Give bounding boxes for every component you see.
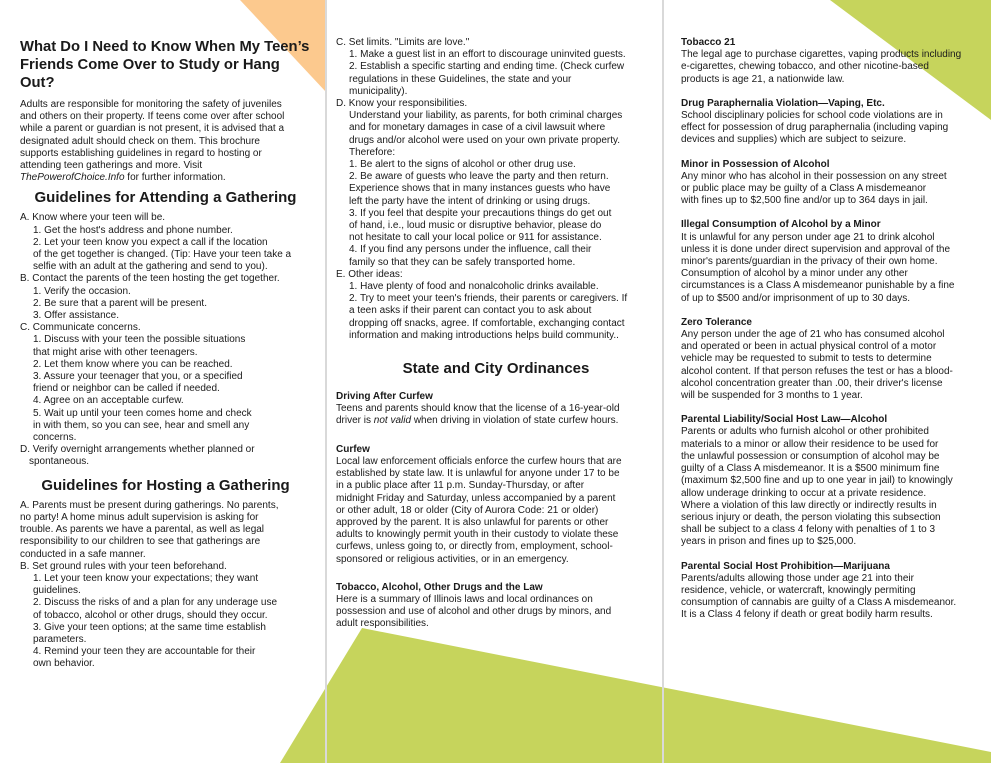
text-line: 1. Verify the occasion. (33, 285, 131, 297)
text-line: consumption of cannabis are guilty of a Class A misdemeanor. (681, 597, 957, 609)
law-section (681, 414, 983, 548)
text-line: products is age 21, a nationwide law. (681, 73, 845, 85)
hosting-guidelines-list (20, 500, 311, 671)
tobacco-law-heading: Tobacco, Alcohol, Other Drugs and the Law (336, 581, 543, 593)
text-line: B. Contact the parents of the teen hosting the get together. (20, 273, 280, 285)
driving-heading: Driving After Curfew (336, 391, 433, 403)
text-line: (maximum $2,500 fine and up to one year in jail) to knowingly (681, 475, 953, 487)
text-line: circumstances is a Class A misdemeanor punishable by a fine (681, 280, 955, 292)
text-line: 1. Discuss with your teen the possible situations (33, 334, 246, 346)
text-line: family so that they can be safely transported home. (349, 256, 576, 268)
text-line: vehicle may be requested to submit to tests to determine (681, 353, 932, 365)
text-line: curfews, unless going to, or directly from, employment, school- (336, 541, 613, 553)
text-line: shall be subject to a class 4 felony with penalties of 1 to 3 (681, 524, 936, 536)
text-line: minor's parents/guardian in the privacy of their own home. (681, 256, 938, 268)
text-line: years in prison and fines up to $25,000. (681, 536, 857, 548)
text-line: friend or neighbor can be called if needed. (33, 383, 220, 395)
law-section (681, 561, 983, 622)
panel-limits-and-ordinances (327, 0, 662, 642)
text-line: selfie with an adult at the gathering and send to you). (33, 261, 268, 273)
text-line: 1. Have plenty of food and nonalcoholic drinks available. (349, 281, 599, 293)
text-line: Adults are responsible for monitoring the safety of juveniles (20, 99, 282, 110)
text-line: C. Set limits. "Limits are love." (336, 37, 470, 48)
text-line: with fines up to $2,500 fine and/or up to 364 days in jail. (681, 195, 928, 207)
text-line: 1. Get the host's address and phone number. (33, 224, 233, 236)
text-line: Local law enforcement officials enforce the curfew hours that are (336, 455, 622, 467)
text-line: allow underage drinking to occur at a private residence. (681, 487, 927, 499)
text-line: It is unlawful for any person under age 21 to drink alcohol (681, 231, 935, 243)
text-line: 2. Try to meet your teen's friends, their parents or caregivers. If (349, 293, 628, 305)
text-line: C. Communicate concerns. (20, 322, 141, 334)
text-line: 3. Offer assistance. (33, 310, 119, 322)
website-name: ThePowerofChoice.Info (20, 172, 125, 184)
text-line: of tobacco, alcohol or other drugs, should they occur. (33, 609, 268, 621)
text-line: residence, vehicle, or watercraft, knowingly permiting (681, 584, 916, 596)
text-line: 2. Let them know where you can be reached. (33, 358, 233, 370)
text-line: School disciplinary policies for school code violations are in (681, 110, 943, 122)
text-line: conducted in a safe manner. (20, 548, 146, 560)
text-line: while a parent or guardian is not present, it is advised that a (20, 123, 285, 135)
text-line: Here is a summary of Illinois laws and local ordinances on (336, 593, 593, 605)
text-line: B. Set ground rules with your teen beforehand. (20, 560, 227, 572)
law-heading: Parental Social Host Prohibition—Marijuana (681, 560, 890, 572)
text-line: left the party have the intent of drinking or using drugs. (349, 195, 591, 207)
main-title: What Do I Need to Know When My Teen’s Friends Come Over to Study or Hang Out? (20, 39, 310, 91)
text-line: Understand your liability, as parents, for both criminal charges (349, 110, 623, 122)
text-line: A. Know where your teen will be. (20, 212, 166, 224)
hosting-title: Guidelines for Hosting a Gathering (41, 476, 290, 494)
driving-pre: driver is (336, 415, 374, 427)
text-line: Where a violation of this law directly or indirectly results in (681, 499, 937, 511)
text-line: 3. Give your teen options; at the same time establish (33, 621, 266, 633)
text-line: designated adult should check on them. This brochure (20, 135, 260, 147)
text-line: regulations in these Guidelines, the state and your (349, 73, 572, 85)
text-line: possession and use of alcohol and other drugs by minors, and (336, 606, 612, 618)
text-line: sponsored or religious activities, or in an emergency. (336, 553, 569, 565)
text-line: alcohol concentration greater than .00, their driver's license (681, 377, 943, 389)
law-heading: Tobacco 21 (681, 37, 736, 48)
text-line: in a public place after 11 p.m. Sunday-Thursday, or after (336, 480, 585, 492)
text-line: of hand, i.e., loud music or disruptive behavior, please do (349, 220, 602, 232)
text-line: trouble. As parents we have a parental, as well as legal (20, 524, 265, 536)
text-line: midnight Friday and Saturday, unless accompanied by a parent (336, 492, 616, 504)
text-line: D. Know your responsibilities. (336, 98, 468, 110)
text-line: spontaneous. (29, 456, 90, 468)
driving-emphasis: not valid (373, 415, 412, 427)
text-line: responsibility to our children to see that gatherings are (20, 536, 261, 548)
text-line: no party! A home minus adult supervision is asking for (20, 511, 259, 523)
law-heading: Drug Paraphernalia Violation—Vaping, Etc. (681, 97, 885, 109)
text-line: It is a Class 4 felony if death or great bodily harm results. (681, 609, 933, 621)
text-line: Parents or adults who furnish alcohol or other prohibited (681, 426, 929, 438)
text-line: A. Parents must be present during gatherings. No parents, (20, 499, 279, 511)
law-heading: Zero Tolerance (681, 316, 752, 328)
text-line: adults to knowingly permit youth in their custody to violate these (336, 529, 619, 541)
text-line: Consumption of alcohol by a minor under any other (681, 268, 908, 280)
text-line: in with them, so you can see, hear and smell any (33, 419, 250, 431)
text-line: 3. If you feel that despite your precautions things do get out (349, 207, 612, 219)
text-line: E. Other ideas: (336, 268, 403, 280)
text-line: that might arise with other teenagers. (33, 346, 198, 358)
text-line: guilty of a Class A misdemeanor. It is a $500 minimum fine (681, 463, 940, 475)
text-line: parameters. (33, 633, 87, 645)
text-line: and operated or been in actual physical control of a motor (681, 341, 937, 353)
text-line: 1. Make a guest list in an effort to discourage uninvited guests. (349, 49, 626, 61)
text-line: a teen asks if their parent can contact you to ask about (349, 305, 592, 317)
text-line: Any person under the age of 21 who has consumed alcohol (681, 329, 945, 341)
text-line: municipality). (349, 85, 408, 97)
text-line: drugs and/or alcohol were used on your own private property. (349, 134, 621, 146)
tobacco-law-section (336, 582, 656, 631)
text-line: 2. Be aware of guests who leave the party and then return. (349, 171, 609, 183)
text-line: 1. Be alert to the signs of alcohol or other drug use. (349, 159, 576, 171)
driving-post: when driving in violation of state curfew hours. (411, 415, 619, 427)
text-line: 4. Agree on an acceptable curfew. (33, 395, 184, 407)
law-heading: Minor in Possession of Alcohol (681, 158, 830, 170)
text-line: supports establishing guidelines in regard to hosting or (20, 147, 262, 159)
law-section (681, 159, 983, 208)
text-line: 3. Assure your teenager that you, or a specified (33, 371, 243, 383)
text-line: not hesitate to call your local police or 911 for assistance. (349, 232, 602, 244)
text-line: 4. Remind your teen they are accountable for their (33, 646, 256, 658)
panel-laws (665, 0, 991, 634)
text-line: and for monetary damages in case of a civil lawsuit where (349, 122, 606, 134)
text-line: adult responsibilities. (336, 618, 429, 630)
text-line: Any minor who has alcohol in their possession on any street (681, 170, 947, 182)
text-line: The legal age to purchase cigarettes, vaping products including (681, 49, 962, 61)
text-line: attending teen gatherings and more. Visit (20, 160, 203, 172)
law-section (681, 219, 983, 304)
text-line: 2. Let your teen know you expect a call if the location (33, 236, 268, 248)
text-line: the unlawful possession or consumption of alcohol may be (681, 450, 940, 462)
law-section (681, 317, 983, 402)
green-bottom-band-shape (280, 628, 991, 763)
text-line: 2. Discuss the risks of and a plan for any underage use (33, 597, 278, 609)
text-line: Experience shows that in many instances guests who have (349, 183, 611, 195)
text-line: Therefore: (349, 146, 396, 158)
text-line: 2. Be sure that a parent will be present. (33, 297, 207, 309)
text-line: 2. Establish a specific starting and ending time. (Check curfew (349, 61, 625, 73)
text-line: information and making introductions helps build community.. (349, 329, 619, 341)
text-line: effect for possession of drug paraphernalia (including vaping (681, 122, 949, 134)
text-line: and others on their property. If teens come over after school (20, 111, 285, 123)
law-heading: Parental Liability/Social Host Law—Alcohol (681, 414, 888, 426)
text-line: approved by the parent. It is also unlawful for parents or other (336, 516, 609, 528)
text-line: or other adult, 18 or older (City of Aurora Code: 21 or older) (336, 504, 599, 516)
text-line: Parents/adults allowing those under age 21 into their (681, 572, 914, 584)
text-line: or public place may be guilty of a Class A misdemeanor (681, 183, 927, 195)
driving-after-curfew-section (336, 391, 656, 428)
text-line: 4. If you find any persons under the influence, call their (349, 244, 592, 256)
text-line: guidelines. (33, 585, 81, 597)
panel-teen-gatherings (0, 0, 325, 671)
attending-guidelines-list (20, 212, 311, 468)
text-line: of the get together is changed. (Tip: Have your teen take a (33, 249, 292, 261)
text-line: 5. Wait up until your teen comes home and check (33, 407, 252, 419)
text-line: own behavior. (33, 658, 95, 670)
curfew-heading: Curfew (336, 443, 370, 455)
text-line: serious injury or death, the person violating this subsection (681, 511, 941, 523)
ordinances-title: State and City Ordinances (402, 360, 590, 378)
text-line: D. Verify overnight arrangements whether planned or (20, 444, 255, 456)
intro-paragraph (20, 99, 311, 184)
text-line: materials to a minor or allow their residence to be used for (681, 438, 939, 450)
limits-guidelines-list (336, 37, 656, 342)
law-section (681, 98, 983, 147)
intro-tail: for further information. (124, 172, 226, 184)
column-divider-right (662, 0, 664, 763)
law-heading: Illegal Consumption of Alcohol by a Minor (681, 219, 881, 231)
text-line: unless it is done under direct supervision and approval of the (681, 243, 951, 255)
text-line: alcohol content. If that person refuses the test or has a blood- (681, 365, 953, 377)
driving-line: Teens and parents should know that the license of a 16-year-old (336, 403, 620, 415)
text-line: dropping off snacks, agree. If comfortable, exchanging contact (349, 317, 625, 329)
curfew-section (336, 444, 656, 566)
text-line: will be suspended for 3 months to 1 year. (681, 390, 863, 402)
text-line: concerns. (33, 432, 77, 444)
text-line: e-cigarettes, chewing tobacco, and other nicotine-based (681, 61, 929, 73)
text-line: 1. Let your teen know your expectations; they want (33, 572, 259, 584)
law-section (681, 37, 983, 86)
text-line: devices and supplies) which are subject to seizure. (681, 134, 907, 146)
text-line: established by state law. It is unlawful for anyone under 17 to be (336, 468, 620, 480)
text-line: of up to $500 and/or imprisonment of up to 30 days. (681, 292, 911, 304)
attending-title: Guidelines for Attending a Gathering (34, 189, 297, 207)
